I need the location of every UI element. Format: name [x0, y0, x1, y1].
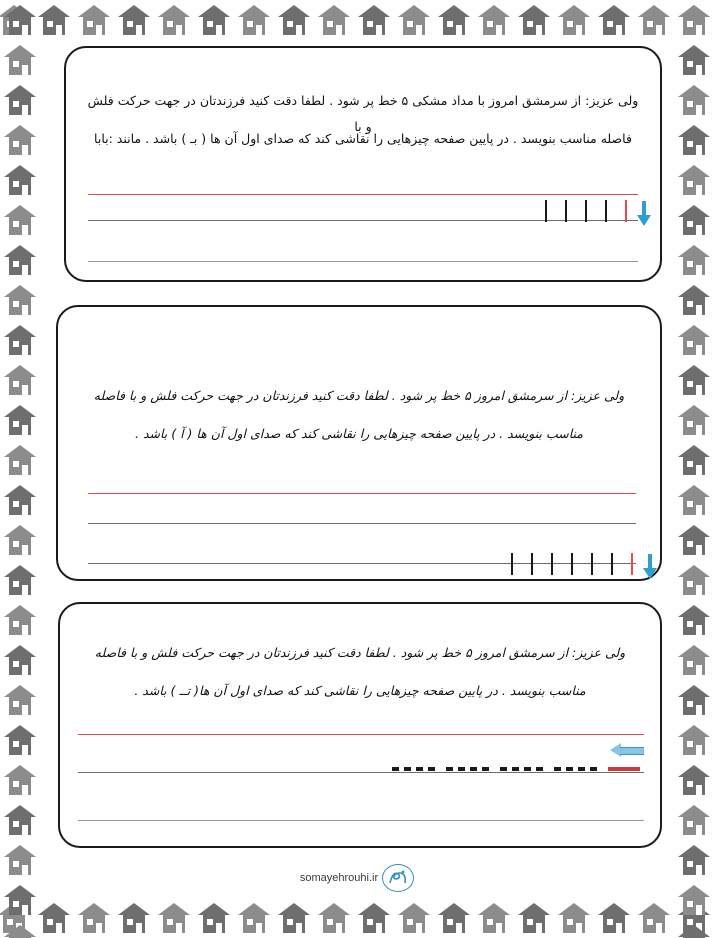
house-icon — [0, 840, 40, 880]
footer — [40, 864, 674, 892]
house-icon — [674, 200, 714, 240]
house-icon — [274, 898, 314, 938]
house-icon — [314, 898, 354, 938]
house-icon — [314, 0, 354, 40]
house-icon — [674, 480, 714, 520]
practice-stroke — [531, 553, 533, 575]
house-icon — [234, 0, 274, 40]
house-icon — [514, 898, 554, 938]
house-icon — [674, 800, 714, 840]
house-icon — [0, 920, 40, 938]
house-icon — [74, 898, 114, 938]
house-icon — [674, 600, 714, 640]
house-icon — [674, 920, 714, 938]
house-icon — [674, 280, 714, 320]
house-icon — [34, 0, 74, 40]
house-icon — [554, 0, 594, 40]
site-name: somayehrouhi.ir — [299, 872, 379, 884]
instruction-line: ولی عزیز: از سرمشق امروز ۵ خط پر شود . لطفا دقت کنید فرزندتان در جهت حرکت فلش و با فاصله — [94, 645, 626, 660]
gray-baseline — [88, 220, 638, 221]
instruction-line: مناسب بنویسد . در پایین صفحه چیزهایی را نقاشی کند که صدای اول آن ها( تــ ) باشد . — [134, 683, 586, 698]
house-icon — [674, 560, 714, 600]
practice-stroke — [585, 200, 587, 222]
house-icon — [0, 720, 40, 760]
house-icon — [674, 840, 714, 880]
house-icon — [0, 0, 40, 40]
house-icon — [0, 800, 40, 840]
border-right — [674, 0, 714, 938]
house-icon — [0, 240, 40, 280]
house-icon — [0, 560, 40, 600]
house-icon — [354, 0, 394, 40]
house-icon — [514, 0, 554, 40]
house-icon — [634, 0, 674, 40]
house-icon — [354, 898, 394, 938]
start-marker — [608, 767, 640, 771]
light-guide-line — [88, 261, 638, 262]
house-icon — [474, 898, 514, 938]
house-icon — [394, 0, 434, 40]
house-icon — [34, 898, 74, 938]
practice-stroke — [565, 200, 567, 222]
practice-stroke — [591, 553, 593, 575]
gray-baseline — [78, 772, 644, 773]
house-icon — [674, 520, 714, 560]
light-guide-line — [78, 820, 644, 821]
house-icon — [74, 0, 114, 40]
house-icon — [674, 240, 714, 280]
house-icon — [674, 880, 714, 920]
practice-stroke — [611, 553, 613, 575]
house-icon — [114, 898, 154, 938]
house-icon — [234, 898, 274, 938]
house-icon — [674, 40, 714, 80]
house-icon — [0, 160, 40, 200]
house-icon — [0, 80, 40, 120]
border-left — [0, 0, 40, 938]
house-icon — [0, 200, 40, 240]
house-icon — [434, 0, 474, 40]
house-icon — [594, 898, 634, 938]
house-icon — [674, 640, 714, 680]
house-icon — [0, 880, 40, 920]
house-icon — [674, 680, 714, 720]
worksheet-sheet — [40, 40, 674, 898]
worksheet-card-te — [58, 602, 662, 848]
instruction-line: مناسب بنویسد . در پایین صفحه چیزهایی را نقاشی کند که صدای اول آن ها ( آ ) باشد . — [135, 426, 583, 441]
practice-stroke — [551, 553, 553, 575]
house-icon — [434, 898, 474, 938]
red-guide-line — [88, 493, 636, 494]
house-icon — [0, 120, 40, 160]
trace-dash — [392, 767, 436, 771]
house-icon — [0, 320, 40, 360]
house-icon — [674, 0, 714, 40]
house-icon — [0, 400, 40, 440]
border-top — [0, 0, 714, 40]
instruction-line: ولی عزیز: از سرمشق امروز با مداد مشکی ۵ خط پر شود . لطفا دقت کنید فرزندتان در جهت حرکت فلش و با — [87, 93, 639, 135]
house-icon — [0, 40, 40, 80]
house-icon — [674, 320, 714, 360]
practice-stroke — [545, 200, 547, 222]
worksheet-card-aa — [56, 305, 662, 581]
gray-baseline-2 — [88, 563, 636, 564]
house-icon — [674, 120, 714, 160]
house-icon — [194, 898, 234, 938]
house-icon — [0, 360, 40, 400]
house-icon — [154, 0, 194, 40]
red-guide-line — [88, 194, 638, 195]
house-icon — [634, 898, 674, 938]
house-icon — [274, 0, 314, 40]
house-icon — [674, 360, 714, 400]
house-icon — [0, 680, 40, 720]
house-icon — [0, 640, 40, 680]
gray-baseline — [88, 523, 636, 524]
house-icon — [0, 600, 40, 640]
house-icon — [674, 760, 714, 800]
trace-dash — [446, 767, 492, 771]
border-bottom — [0, 898, 714, 938]
house-icon — [554, 898, 594, 938]
house-icon — [0, 520, 40, 560]
house-icon — [0, 440, 40, 480]
house-icon — [674, 160, 714, 200]
house-icon — [0, 280, 40, 320]
instruction-line: فاصله مناسب بنویسد . در پایین صفحه چیزهایی را نقاشی کند که صدای اول آن ها ( بـ ) باشد . مانند :بابا — [94, 131, 632, 146]
house-icon — [674, 80, 714, 120]
house-icon — [114, 0, 154, 40]
house-icon — [394, 898, 434, 938]
house-icon — [154, 898, 194, 938]
house-icon — [674, 400, 714, 440]
trace-dash — [500, 767, 546, 771]
arrow-down-icon — [637, 201, 651, 227]
start-marker — [631, 553, 633, 575]
practice-stroke — [511, 553, 513, 575]
red-guide-line — [78, 734, 644, 735]
house-icon — [474, 0, 514, 40]
house-icon — [674, 440, 714, 480]
house-icon — [0, 480, 40, 520]
logo-icon — [382, 864, 414, 892]
practice-stroke — [571, 553, 573, 575]
arrow-down-icon — [643, 554, 657, 580]
house-icon — [674, 720, 714, 760]
instruction-line: ولی عزیز: از سرمشق امروز ۵ خط پر شود . لطفا دقت کنید فرزندتان در جهت حرکت فلش و با فاصله — [93, 388, 625, 403]
house-icon — [0, 760, 40, 800]
house-icon — [594, 0, 634, 40]
practice-stroke — [605, 200, 607, 222]
trace-dash — [554, 767, 600, 771]
house-icon — [194, 0, 234, 40]
arrow-left-icon — [610, 743, 644, 757]
start-marker — [625, 200, 627, 222]
worksheet-card-be — [64, 46, 662, 282]
